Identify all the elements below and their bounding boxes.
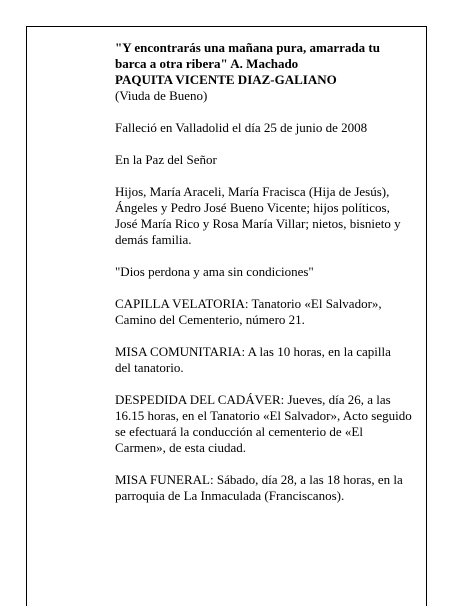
epigraph-line-2: barca a otra ribera" A. Machado bbox=[115, 56, 299, 71]
family-line-2: Ángeles y Pedro José Bueno Vicente; hijos políticos, bbox=[115, 200, 390, 215]
death-date: Falleció en Valladolid el día 25 de junio de 2008 bbox=[115, 120, 368, 135]
community-mass-line-2: del tanatorio. bbox=[115, 360, 184, 375]
family-line-3: José María Rico y Rosa María Villar; nietos, bisnieto y bbox=[115, 216, 401, 231]
chapel-line-2: Camino del Cementerio, número 21. bbox=[115, 312, 305, 327]
obituary-notice bbox=[115, 40, 437, 504]
quote: "Dios perdona y ama sin condiciones" bbox=[115, 264, 314, 279]
family-line-1: Hijos, María Araceli, María Fracisca (Hija de Jesús), bbox=[115, 184, 390, 199]
deceased-name: PAQUITA VICENTE DIAZ-GALIANO bbox=[115, 72, 337, 87]
chapel-line-1: CAPILLA VELATORIA: Tanatorio «El Salvador», bbox=[115, 296, 382, 311]
epigraph-line-1: "Y encontrarás una mañana pura, amarrada tu bbox=[115, 40, 380, 55]
peace-line: En la Paz del Señor bbox=[115, 152, 217, 167]
funeral-mass-line-2: parroquia de La Inmaculada (Franciscanos). bbox=[115, 488, 345, 503]
widow-of: (Viuda de Bueno) bbox=[115, 88, 208, 103]
family-line-4: demás familia. bbox=[115, 232, 192, 247]
community-mass-line-1: MISA COMUNITARIA: A las 10 horas, en la capilla bbox=[115, 344, 391, 359]
funeral-mass-line-1: MISA FUNERAL: Sábado, día 28, a las 18 horas, en la bbox=[115, 472, 403, 487]
farewell-line-1: DESPEDIDA DEL CADÁVER: Jueves, día 26, a las bbox=[115, 392, 391, 407]
farewell-line-4: Carmen», de esta ciudad. bbox=[115, 440, 247, 455]
farewell-line-2: 16.15 horas, en el Tanatorio «El Salvador», Acto seguido bbox=[115, 408, 412, 423]
farewell-line-3: se efectuará la conducción al cementerio de «El bbox=[115, 424, 363, 439]
